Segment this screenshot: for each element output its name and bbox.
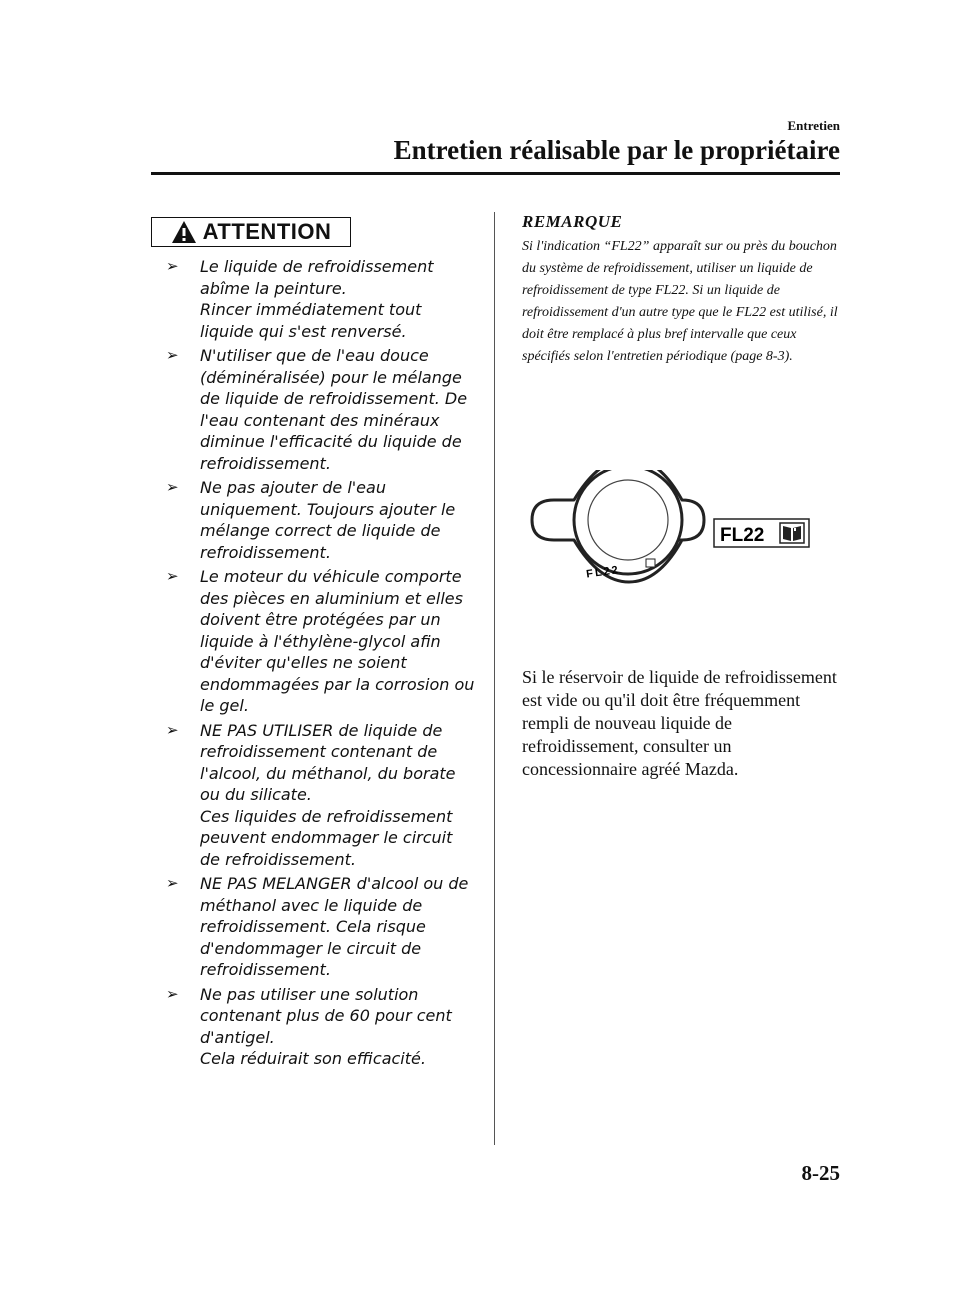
list-item-text: N'utiliser que de l'eau douce (déminéralisée) pour le mélange de liquide de refroidissement. De l'eau contenant des minéraux diminue l'efficacité du liquide de refroidissement.	[200, 346, 468, 473]
list-item	[166, 873, 476, 981]
list-item-text: Ne pas utiliser une solution contenant plus de 60 pour cent d'antigel.	[200, 984, 452, 1047]
list-item	[166, 984, 476, 1070]
list-item-text: Le moteur du véhicule comporte des pièces en aluminium et elles doivent être protégées par un liquide à l'éthylène-glycol afin d'éviter qu'elles ne soient endommagées par la corrosion ou le gel.	[200, 567, 475, 715]
arrow-bullet-icon: ➢	[166, 874, 179, 892]
list-item	[166, 345, 476, 474]
section-label: Entretien	[787, 118, 840, 133]
attention-banner	[151, 217, 351, 247]
arrow-bullet-icon: ➢	[166, 720, 179, 739]
list-item	[166, 720, 476, 871]
list-item-subtext: Ces liquides de refroidissement peuvent endommager le circuit de refroidissement.	[200, 806, 453, 869]
list-item-subtext: Cela réduirait son efficacité.	[200, 1049, 426, 1068]
list-item	[166, 256, 476, 342]
page-title: Entretien réalisable par le propriétaire	[393, 135, 840, 165]
arrow-bullet-icon: ➢	[166, 346, 179, 364]
list-item-text: NE PAS UTILISER de liquide de refroidissement contenant de l'alcool, du méthanol, du borate ou du silicate.	[200, 720, 456, 804]
column-divider	[494, 212, 495, 1145]
list-item	[166, 477, 476, 563]
attention-label: ATTENTION	[202, 219, 332, 244]
list-item-text: Le liquide de refroidissement abîme la peinture.	[200, 257, 434, 298]
note-body: Si l'indication “FL22” apparaît sur ou près du bouchon du système de refroidissement, utiliser un liquide de refroidissement de type FL22. Si un liquide de refroidissement d'un autre type que le FL22 est utilisé, il doit être remplacé à plus bref intervalle que ceux spécifiés selon l'entretien périodique (page 8-3).	[522, 239, 838, 364]
list-item-subtext: Rincer immédiatement tout liquide qui s'est renversé.	[200, 300, 422, 341]
arrow-bullet-icon: ➢	[166, 984, 179, 1003]
list-item-text: NE PAS MELANGER d'alcool ou de méthanol avec le liquide de refroidissement. Cela risque d'endommager le circuit de refroidissement.	[200, 874, 469, 979]
list-item-text: Ne pas ajouter de l'eau uniquement. Toujours ajouter le mélange correct de liquide de refroidissement.	[200, 478, 456, 562]
list-item	[166, 566, 476, 717]
page-number: 8-25	[801, 1161, 840, 1185]
arrow-bullet-icon: ➢	[166, 567, 179, 585]
cap-marking: FL22	[585, 563, 621, 581]
manual-book-icon	[780, 523, 804, 543]
fl22-label	[714, 519, 809, 547]
arrow-bullet-icon: ➢	[166, 478, 179, 496]
warning-triangle-icon	[171, 220, 197, 244]
header-divider	[151, 172, 840, 175]
arrow-bullet-icon: ➢	[166, 257, 179, 275]
note-title: REMARQUE	[522, 212, 623, 231]
fl22-label-text: FL22	[720, 525, 765, 546]
attention-list	[166, 256, 476, 1073]
radiator-cap-drawing	[532, 470, 704, 582]
radiator-cap-illustration	[524, 470, 824, 600]
body-paragraph: Si le réservoir de liquide de refroidissement est vide ou qu'il doit être fréquemment rempli de nouveau liquide de refroidissement, consulter un concessionnaire agréé Mazda.	[522, 667, 837, 779]
cap-book-icon	[646, 559, 655, 567]
